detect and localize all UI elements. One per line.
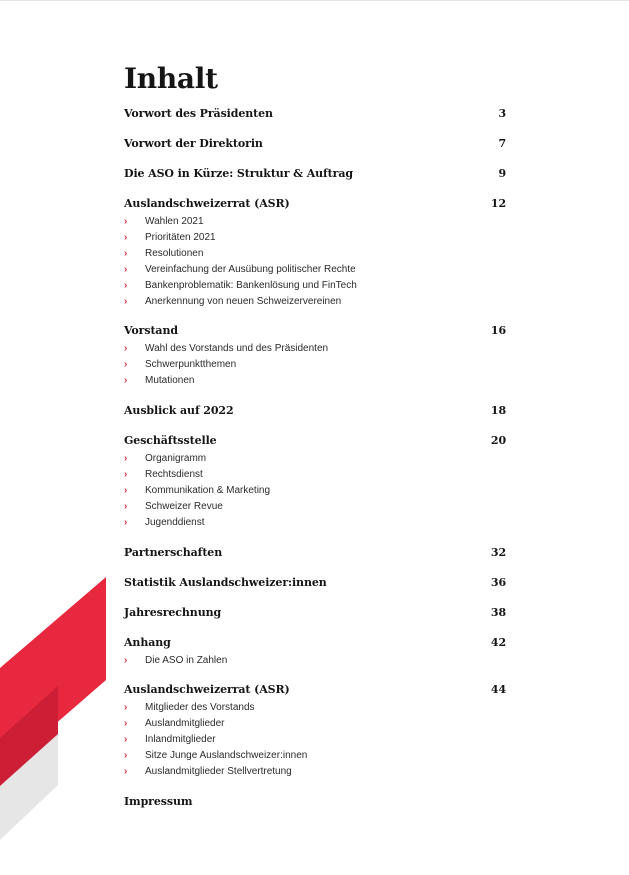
toc-section xyxy=(124,576,506,590)
toc-subitem[interactable] xyxy=(124,764,506,780)
table-of-contents xyxy=(124,62,506,824)
grey-stripe xyxy=(0,680,58,840)
dark-red-stripe xyxy=(0,686,58,786)
chevron-right-icon: › xyxy=(124,750,128,761)
toc-subitem[interactable] xyxy=(124,373,506,389)
toc-entry-title: Jahresrechnung xyxy=(124,606,222,619)
toc-subitem[interactable] xyxy=(124,467,506,483)
toc-entry-title: Partnerschaften xyxy=(124,546,223,559)
toc-subitem-label: Rechtsdienst xyxy=(145,469,203,480)
toc-subitems xyxy=(124,653,506,669)
chevron-right-icon: › xyxy=(124,280,128,291)
toc-entry-title: Vorstand xyxy=(124,324,178,337)
toc-subitems xyxy=(124,341,506,389)
toc-subitems xyxy=(124,451,506,531)
toc-subitem[interactable] xyxy=(124,451,506,467)
toc-entry-page-number: 9 xyxy=(498,167,506,180)
toc-subitem[interactable] xyxy=(124,716,506,732)
toc-subitem-label: Auslandmitglieder Stellvertretung xyxy=(145,766,292,777)
toc-entry-link[interactable] xyxy=(124,324,506,338)
toc-entry-link[interactable] xyxy=(124,404,506,418)
toc-subitem-label: Schwerpunktthemen xyxy=(145,359,237,370)
toc-section xyxy=(124,404,506,418)
toc-subitem[interactable] xyxy=(124,214,506,230)
page-title: Inhalt xyxy=(124,62,218,95)
toc-entry-title: Statistik Auslandschweizer:innen xyxy=(124,576,327,589)
toc-entry-link[interactable] xyxy=(124,683,506,697)
toc-entry-link[interactable] xyxy=(124,636,506,650)
red-stripe xyxy=(0,577,106,772)
toc-subitems xyxy=(124,700,506,780)
toc-entry-link[interactable] xyxy=(124,197,506,211)
toc-entry-page-number: 38 xyxy=(490,606,506,619)
toc-subitem-label: Prioritäten 2021 xyxy=(145,232,216,243)
chevron-right-icon: › xyxy=(124,485,128,496)
toc-entry-link[interactable] xyxy=(124,107,506,121)
toc-entry-page-number: 44 xyxy=(490,683,506,696)
toc-subitems xyxy=(124,214,506,310)
toc-subitem-label: Organigramm xyxy=(145,453,207,464)
toc-entry-page-number: 36 xyxy=(490,576,506,589)
chevron-right-icon: › xyxy=(124,216,128,227)
toc-section xyxy=(124,434,506,531)
toc-subitem-label: Wahl des Vorstands und des Präsidenten xyxy=(145,343,329,354)
chevron-right-icon: › xyxy=(124,501,128,512)
toc-subitem[interactable] xyxy=(124,246,506,262)
toc-entry-page-number: 7 xyxy=(498,137,506,150)
toc-section xyxy=(124,636,506,669)
toc-section xyxy=(124,546,506,560)
toc-subitem-label: Auslandmitglieder xyxy=(145,718,225,729)
chevron-right-icon: › xyxy=(124,296,128,307)
toc-section xyxy=(124,324,506,389)
toc-subitem-label: Mutationen xyxy=(145,375,195,386)
toc-section xyxy=(124,107,506,121)
toc-entry-page-number: 32 xyxy=(490,546,506,559)
toc-section xyxy=(124,167,506,181)
toc-entry-title: Die ASO in Kürze: Struktur & Auftrag xyxy=(124,167,353,180)
chevron-right-icon: › xyxy=(124,734,128,745)
toc-entry-link[interactable] xyxy=(124,606,506,620)
chevron-right-icon: › xyxy=(124,517,128,528)
toc-subitem[interactable] xyxy=(124,748,506,764)
toc-section xyxy=(124,795,506,809)
toc-entry-page-number: 42 xyxy=(490,636,506,649)
chevron-right-icon: › xyxy=(124,264,128,275)
chevron-right-icon: › xyxy=(124,232,128,243)
toc-subitem[interactable] xyxy=(124,499,506,515)
toc-subitem[interactable] xyxy=(124,732,506,748)
toc-subitem-label: Inlandmitglieder xyxy=(145,734,216,745)
toc-subitem-label: Anerkennung von neuen Schweizervereinen xyxy=(145,296,342,307)
toc-entry-page-number: 3 xyxy=(498,107,506,120)
toc-entry-link[interactable] xyxy=(124,795,506,809)
toc-subitem-label: Mitglieder des Vorstands xyxy=(145,702,255,713)
chevron-right-icon: › xyxy=(124,702,128,713)
toc-section xyxy=(124,197,506,310)
toc-subitem-label: Die ASO in Zahlen xyxy=(145,655,228,666)
toc-subitem[interactable] xyxy=(124,294,506,310)
toc-section xyxy=(124,606,506,620)
toc-subitem[interactable] xyxy=(124,515,506,531)
toc-entry-title: Impressum xyxy=(124,795,193,808)
chevron-right-icon: › xyxy=(124,655,128,666)
toc-subitem-label: Schweizer Revue xyxy=(145,501,223,512)
toc-subitem-label: Vereinfachung der Ausübung politischer Rechte xyxy=(145,264,356,275)
toc-section xyxy=(124,137,506,151)
toc-sections xyxy=(124,107,506,809)
toc-entry-page-number: 18 xyxy=(490,404,506,417)
toc-entry-title: Geschäftsstelle xyxy=(124,434,217,447)
chevron-right-icon: › xyxy=(124,469,128,480)
toc-entry-title: Vorwort der Direktorin xyxy=(124,137,263,150)
page-top-edge xyxy=(0,0,629,1)
toc-subitem[interactable] xyxy=(124,653,506,669)
toc-entry-page-number: 20 xyxy=(490,434,506,447)
chevron-right-icon: › xyxy=(124,453,128,464)
chevron-right-icon: › xyxy=(124,718,128,729)
toc-entry-page-number: 12 xyxy=(490,197,506,210)
toc-entry-title: Anhang xyxy=(124,636,171,649)
chevron-right-icon: › xyxy=(124,359,128,370)
toc-subitem-label: Jugenddienst xyxy=(145,517,205,528)
toc-subitem-label: Resolutionen xyxy=(145,248,204,259)
toc-entry-link[interactable] xyxy=(124,434,506,448)
toc-entry-link[interactable] xyxy=(124,167,506,181)
toc-entry-title: Auslandschweizerrat (ASR) xyxy=(124,197,290,210)
toc-subitem[interactable] xyxy=(124,357,506,373)
chevron-right-icon: › xyxy=(124,766,128,777)
toc-subitem[interactable] xyxy=(124,483,506,499)
toc-section xyxy=(124,683,506,780)
toc-subitem-label: Wahlen 2021 xyxy=(145,216,204,227)
toc-entry-link[interactable] xyxy=(124,546,506,560)
toc-subitem-label: Kommunikation & Marketing xyxy=(145,485,271,496)
toc-subitem-label: Sitze Junge Auslandschweizer:innen xyxy=(145,750,308,761)
chevron-right-icon: › xyxy=(124,343,128,354)
toc-subitem[interactable] xyxy=(124,278,506,294)
toc-entry-page-number: 16 xyxy=(490,324,506,337)
toc-entry-link[interactable] xyxy=(124,576,506,590)
toc-subitem[interactable] xyxy=(124,262,506,278)
toc-subitem[interactable] xyxy=(124,700,506,716)
toc-subitem[interactable] xyxy=(124,341,506,357)
chevron-right-icon: › xyxy=(124,375,128,386)
toc-subitem-label: Bankenproblematik: Bankenlösung und FinTech xyxy=(145,280,357,291)
toc-entry-title: Vorwort des Präsidenten xyxy=(124,107,273,120)
toc-subitem[interactable] xyxy=(124,230,506,246)
toc-entry-title: Auslandschweizerrat (ASR) xyxy=(124,683,290,696)
toc-entry-link[interactable] xyxy=(124,137,506,151)
chevron-right-icon: › xyxy=(124,248,128,259)
toc-entry-title: Ausblick auf 2022 xyxy=(124,404,234,417)
